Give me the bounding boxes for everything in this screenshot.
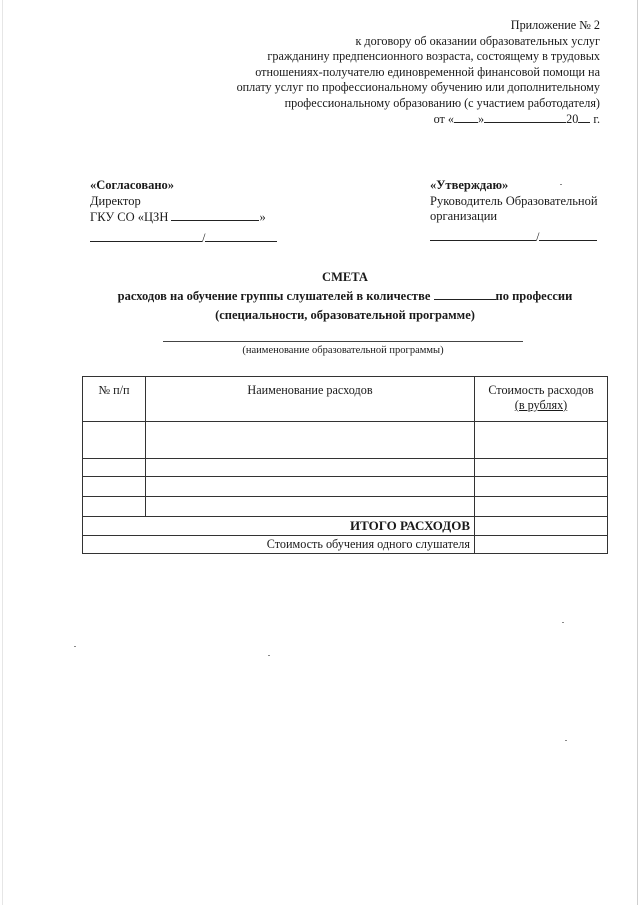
date-mid: » <box>478 112 485 126</box>
date-year-blank[interactable] <box>578 111 590 123</box>
approved-signature-blank[interactable] <box>430 229 536 241</box>
table-row <box>83 477 608 497</box>
approved-position-cont: организации <box>430 209 498 223</box>
table-cell[interactable] <box>146 477 475 497</box>
header-number: № п/п <box>83 377 146 422</box>
approved-slash: / <box>536 229 540 244</box>
appendix-line: отношениях-получателю единовременной финансовой помощи на <box>255 64 600 79</box>
header-cost <box>475 377 608 422</box>
appendix-header <box>180 18 600 128</box>
agreed-org-blank[interactable] <box>171 209 259 221</box>
header-expense-name: Наименование расходов <box>146 377 475 422</box>
table-cell[interactable] <box>83 477 146 497</box>
approved-block <box>430 178 620 245</box>
agreed-name-blank[interactable] <box>205 230 277 242</box>
table-row <box>83 497 608 517</box>
scan-speck <box>268 655 270 656</box>
date-month-blank[interactable] <box>484 111 566 123</box>
agreed-block <box>90 178 277 246</box>
agreed-signature-blank[interactable] <box>90 230 202 242</box>
total-row <box>83 517 608 536</box>
agreed-org: ГКУ СО «ЦЗН <box>90 210 169 224</box>
agreed-slash: / <box>202 230 206 245</box>
agreed-position: Директор <box>90 193 141 208</box>
total-value-cell[interactable] <box>475 517 608 536</box>
header-cost-unit: (в рублях) <box>514 398 568 412</box>
per-student-row <box>83 536 608 554</box>
table-row <box>83 459 608 477</box>
agreed-signature-line <box>90 230 277 247</box>
scan-speck <box>565 740 567 741</box>
appendix-line: к договору об оказании образовательных услуг <box>355 33 600 48</box>
appendix-line: оплату услуг по профессиональному обучению или дополнительному <box>236 80 600 94</box>
table-cell[interactable] <box>146 459 475 477</box>
table-row <box>83 422 608 459</box>
document-title <box>80 268 610 325</box>
contract-date <box>180 111 600 128</box>
appendix-line: профессиональному образованию (с участием работодателя) <box>284 95 600 110</box>
per-student-value-cell[interactable] <box>475 536 608 554</box>
table-cell[interactable] <box>83 422 146 459</box>
approved-position: Руководитель Образовательной <box>430 193 598 208</box>
per-student-label: Стоимость обучения одного слушателя <box>266 537 470 551</box>
table-cell[interactable] <box>83 497 146 517</box>
scan-speck <box>562 622 564 623</box>
agreed-org-line <box>90 209 277 226</box>
table-cell[interactable] <box>475 497 608 517</box>
scan-speck <box>74 646 76 647</box>
table-cell[interactable] <box>475 459 608 477</box>
table-header-row <box>83 377 608 422</box>
budget-table <box>82 376 608 554</box>
date-prefix: от « <box>433 112 454 126</box>
program-name-blank[interactable] <box>163 341 523 342</box>
agreed-heading: «Согласовано» <box>90 178 175 192</box>
approved-heading: «Утверждаю» <box>430 178 509 192</box>
scan-speck <box>560 184 562 185</box>
table-cell[interactable] <box>83 459 146 477</box>
per-student-label-cell <box>83 536 475 554</box>
title-line2 <box>80 287 610 306</box>
total-label-cell <box>83 517 475 536</box>
table-cell[interactable] <box>475 477 608 497</box>
title-line2-a: расходов на обучение группы слушателей в количестве <box>117 289 431 303</box>
approved-name-blank[interactable] <box>539 229 597 241</box>
agreed-org-close: » <box>259 210 266 224</box>
date-year: 20 <box>566 112 579 126</box>
approved-signature-line <box>430 229 620 246</box>
appendix-line: гражданину предпенсионного возраста, состоящему в трудовых <box>267 49 600 63</box>
program-caption: (наименование образовательной программы) <box>242 345 444 356</box>
title-line3: (специальности, образовательной программе) <box>215 308 475 322</box>
table-cell[interactable] <box>146 497 475 517</box>
table-cell[interactable] <box>146 422 475 459</box>
table-cell[interactable] <box>475 422 608 459</box>
date-day-blank[interactable] <box>454 111 478 123</box>
title-main: СМЕТА <box>322 270 368 284</box>
page-edge-right <box>637 0 638 905</box>
date-suffix: г. <box>593 112 600 126</box>
header-cost-label: Стоимость расходов <box>488 383 594 397</box>
total-label: ИТОГО РАСХОДОВ <box>349 518 470 533</box>
page-edge-left <box>2 0 3 905</box>
appendix-line: Приложение № 2 <box>510 18 600 32</box>
students-count-blank[interactable] <box>434 288 496 300</box>
title-line2-b: по профессии <box>495 289 573 303</box>
